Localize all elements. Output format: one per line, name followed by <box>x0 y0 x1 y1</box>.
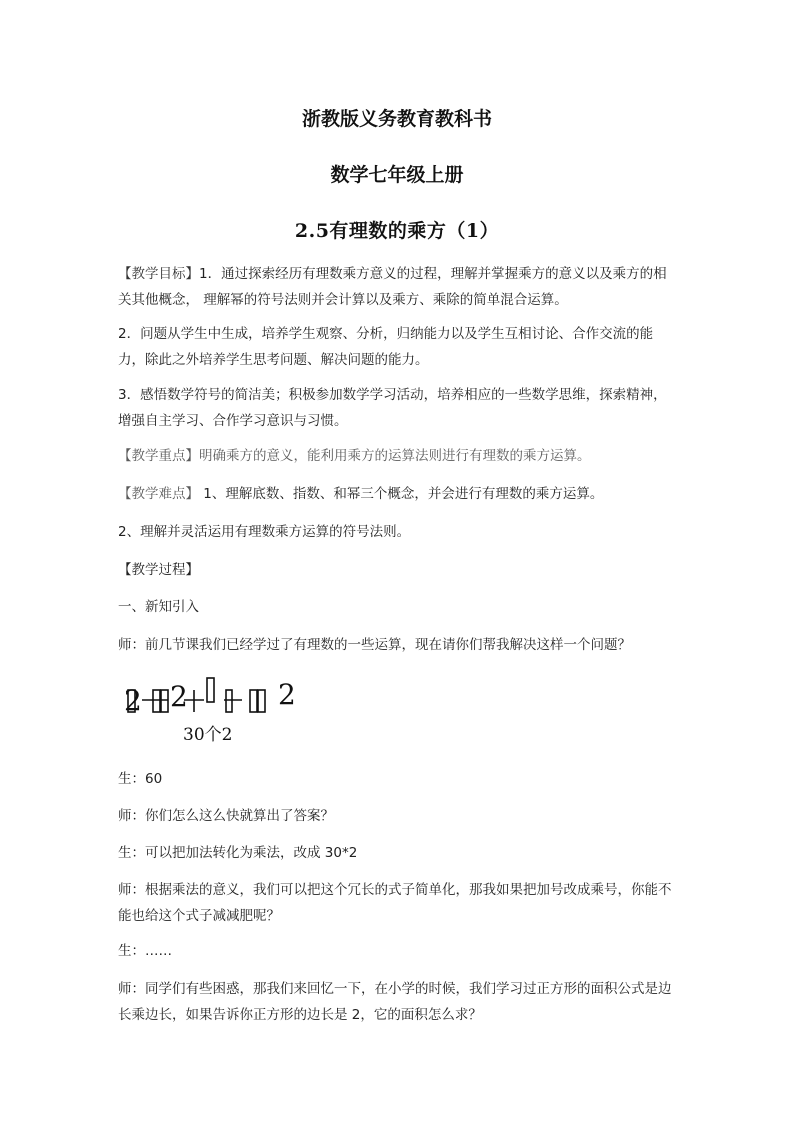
formula-digit-second: 2 <box>170 680 188 713</box>
objectives-paragraph-3: 3．感悟数学符号的简洁美；积极参加数学学习活动，培养相应的一些数学思维，探索精神，增强自主学习、合作学习意识与习惯。 <box>118 387 667 429</box>
objectives-label: 【教学目标】 <box>118 266 199 282</box>
grade-title: 数学七年级上册 <box>330 164 464 186</box>
dialogue-line-5: 师：根据乘法的意义，我们可以把这个冗长的式子简单化，那我如果把加号改成乘号，你能不能也给这个式子减减肥呢？ <box>118 882 672 924</box>
section-heading: 一、新知引入 <box>118 599 199 615</box>
formula-count-label: 30个2 <box>183 725 233 745</box>
dialogue-line-6: 生：…… <box>118 943 172 959</box>
difficulties-label: 【教学难点】 <box>118 486 199 502</box>
textbook-title: 浙教版义务教育教科书 <box>301 108 492 130</box>
objectives-paragraph-2: 2．问题从学生中生成，培养学生观察、分析，归纳能力以及学生互相讨论、合作交流的能力，除此之外培养学生思考问题、解决问题的能力。 <box>118 326 654 368</box>
difficulties-paragraph-2: 2、理解并灵活运用有理数乘方运算的符号法则。 <box>118 524 411 540</box>
addition-formula <box>118 672 318 750</box>
dialogue-line-2: 生：60 <box>118 771 163 787</box>
formula-graphic <box>118 672 318 750</box>
objectives-paragraph-1 <box>118 261 678 313</box>
dialogue-line-3: 师：你们怎么这么快就算出了答案？ <box>118 808 334 824</box>
process-label: 【教学过程】 <box>118 562 199 578</box>
objectives-text-1: 1．通过探索经历有理数乘方意义的过程，理解并掌握乘方的意义以及乘方的相关其他概念， 理解幂的符号法则并会计算以及乘方、乘除的简单混合运算。 <box>118 266 667 308</box>
formula-digit-last: 2 <box>278 678 296 711</box>
lesson-title: 2.5有理数的乘方（1） <box>294 220 500 242</box>
formula-digit-first: 2 <box>124 684 142 717</box>
dialogue-line-4: 生：可以把加法转化为乘法，改成 30*2 <box>118 845 358 861</box>
key-points-paragraph <box>118 443 678 469</box>
difficulties-text-1: 1、理解底数、指数、和幂三个概念，并会进行有理数的乘方运算。 <box>199 486 604 502</box>
key-points-label: 【教学重点】 <box>118 448 199 464</box>
key-points-text: 明确乘方的意义，能利用乘方的运算法则进行有理数的乘方运算。 <box>199 448 591 464</box>
dialogue-line-7: 师：同学们有些困惑，那我们来回忆一下，在小学的时候，我们学习过正方形的面积公式是边长乘边长，如果告诉你正方形的边长是 2，它的面积怎么求？ <box>118 981 672 1023</box>
dialogue-line-1: 师：前几节课我们已经学过了有理数的一些运算，现在请你们帮我解决这样一个问题？ <box>118 637 631 653</box>
difficulties-paragraph-1 <box>118 481 678 507</box>
